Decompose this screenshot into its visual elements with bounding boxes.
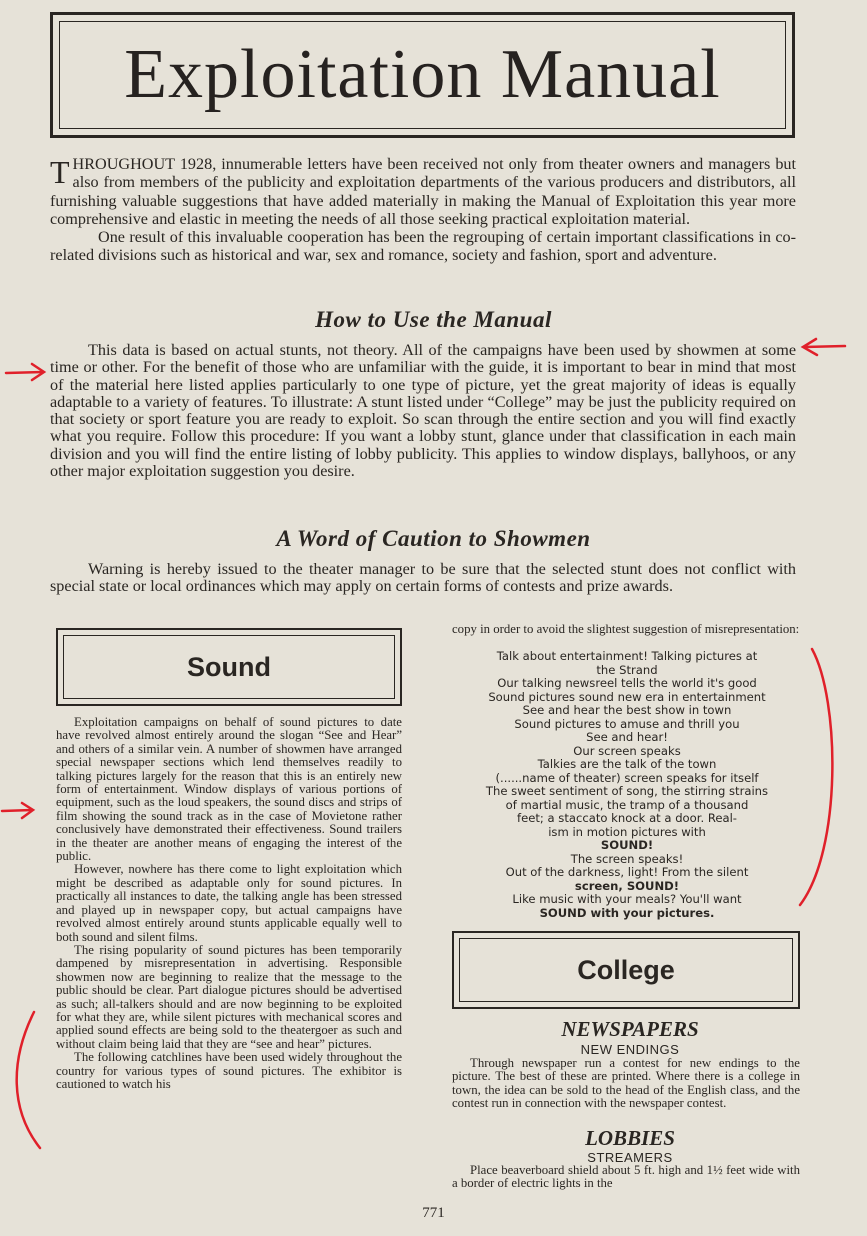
- streamers-text: Place beaverboard shield about 5 ft. high and 1½ feet wide with a border of electric lights in the: [452, 1163, 800, 1191]
- catchline-item: Sound pictures to amuse and thrill you: [514, 716, 740, 731]
- catchline-item: The sweet sentiment of song, the stirring strains: [485, 784, 769, 798]
- catchline-item: of martial music, the tramp of a thousand: [505, 797, 749, 812]
- arrow-left-icon: [803, 339, 845, 355]
- sound-paragraph-4: The following catchlines have been used widely throughout the country for various types of sound pictures. The exhibitor is cautioned to watch his: [56, 1050, 402, 1091]
- college-box-title: College: [459, 938, 793, 1002]
- caution-heading: A Word of Caution to Showmen: [276, 526, 591, 551]
- how-to-heading: How to Use the Manual: [315, 307, 552, 332]
- catchline-item: Like music with your meals? You'll want: [512, 892, 742, 906]
- catchline-item: Out of the darkness, light! From the silent: [505, 865, 749, 879]
- bracket-mark-icon: [800, 649, 832, 905]
- catchline-item: Our screen speaks: [573, 743, 681, 758]
- sound-box-title: Sound: [63, 635, 395, 699]
- catchline-item: Sound pictures sound new era in entertainment: [488, 689, 766, 704]
- newspapers-heading: NEWSPAPERS: [561, 1017, 699, 1041]
- catchline-item: SOUND with your pictures.: [539, 905, 715, 920]
- new-endings-text: Through newspaper run a contest for new endings to the picture. The best of these are printed. Where there is a college in town, the idea can be sold to the head of the English class, and the contest run in connection with the newspaper contest.: [452, 1056, 800, 1111]
- sound-continued-text: copy in order to avoid the slightest suggestion of misrepresentation:: [452, 622, 800, 636]
- sound-paragraph-1: Exploitation campaigns on behalf of sound pictures to date have revolved almost entirely around the slogan “See and Hear” and others of a similar vein. A number of showmen have arranged special newspaper sections which lend themselves readily to talking pictures largely for the reason that this is an entirely new form of entertainment. Window displays of various portions of equipment, such as the loud speakers, the sound discs and strips of film showing the sound track as in the case of Movietone rather conclusively have demonstrated their effectiveness. Sound trailers in the theater are another means of engaging the interest of the public.: [56, 715, 402, 864]
- catchline-item: screen, SOUND!: [574, 878, 680, 893]
- intro-p1-text: HROUGHOUT 1928, innumerable letters have been received not only from theater owners and managers but also from members of the publicity and exploitation departments of the various producers and distributors, all furnishing valuable suggestions that have added materially in making the Manual of Exploitation this year more comprehensive and elastic in meeting the needs of all those seeking practical exploitation material.: [50, 155, 796, 228]
- sound-paragraph-2: However, nowhere has there come to light exploitation which might be described as adaptable only for sound pictures. In practically all instances to date, the talking angle has been stressed and played up in newspaper copy, but actual campaigns have revolved almost entirely around stunts applicable equally well to both sound and silent films.: [56, 862, 402, 944]
- caution-paragraph: Warning is hereby issued to the theater manager to be sure that the selected stunt does not conflict with special state or local ordinances which may apply on certain forms of contests and prize awards.: [50, 560, 796, 596]
- arrow-right-icon: [2, 803, 33, 818]
- intro-paragraph-2: One result of this invaluable cooperation has been the regrouping of certain important classifications in co-related divisions such as historical and war, sex and romance, society and fashion, sport and adventure.: [50, 228, 796, 265]
- bracket-mark-icon: [17, 1012, 40, 1148]
- catchline-item: See and hear!: [586, 730, 668, 744]
- catchline-item: ism in motion pictures with: [548, 824, 706, 839]
- catchline-item: Our talking newsreel tells the world it's good: [497, 676, 757, 690]
- catchline-item: feet; a staccato knock at a door. Real-: [517, 811, 737, 825]
- streamers-heading: STREAMERS: [587, 1150, 673, 1165]
- catchline-item: See and hear the best show in town: [522, 703, 732, 717]
- new-endings-heading: NEW ENDINGS: [580, 1042, 680, 1057]
- page-number: 771: [422, 1205, 445, 1221]
- page-title: Exploitation Manual: [124, 36, 721, 113]
- drop-cap: T: [50, 154, 70, 190]
- how-to-paragraph: This data is based on actual stunts, not theory. All of the campaigns have been used by showmen at some time or other. For the benefit of those who are unfamiliar with the guide, it is important to bear in mind that most of the material here listed applies particularly to one type of picture, yet the great majority of ideas is equally adaptable to a variety of features. To illustrate: A stunt listed under “College” may be just the publicity required on that society or sport feature you are ready to exploit. So scan through the entire section and you will find exactly what you require. Follow this procedure: If you want a lobby stunt, glance under that classification in each main division and you will find the entire listing of lobby publicity. This applies to window displays, ballyhoos, or any other major exploitation suggestion you desire.: [50, 341, 796, 481]
- catchline-item: Talk about entertainment! Talking pictures at: [496, 649, 758, 663]
- catchline-item: the Strand: [596, 662, 658, 677]
- arrow-right-icon: [6, 364, 44, 380]
- sound-paragraph-3: The rising popularity of sound pictures has been temporarily dampened by misrepresentation in advertising. Responsible showmen now are beginning to realize that the message to the public should be clear. Part dialogue pictures should be advertised as such; all-talkers should and are now beginning to be exploited for what they are, while silent pictures with mechanical scores and applied sound effects are being sold to the theatergoer as such and without claim being laid that they are “see and hear” pictures.: [56, 942, 402, 1051]
- catchline-item: The screen speaks!: [570, 851, 684, 866]
- lobbies-heading: LOBBIES: [585, 1126, 675, 1150]
- catchline-item: (......name of theater) screen speaks for itself: [495, 770, 759, 785]
- catchline-item: Talkies are the talk of the town: [537, 757, 717, 771]
- catchline-item: SOUND!: [600, 838, 654, 852]
